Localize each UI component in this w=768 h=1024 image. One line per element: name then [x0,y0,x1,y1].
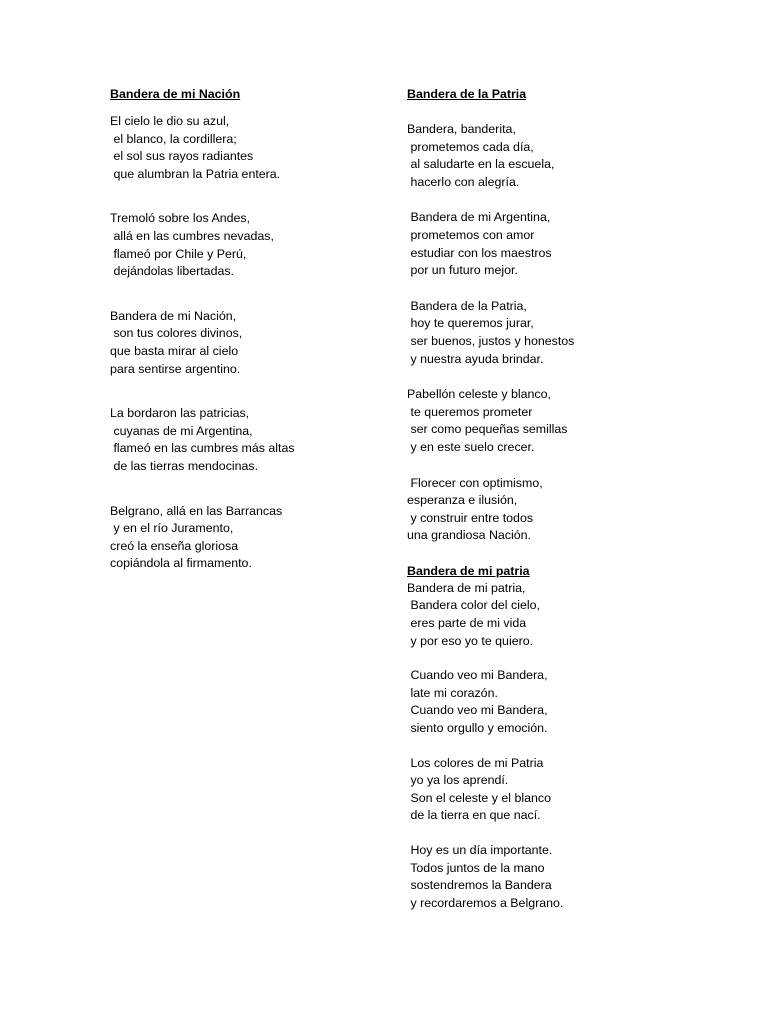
poem-line: y por eso yo te quiero. [407,633,534,648]
poem-line: prometemos cada día, [407,139,534,154]
poem-line: creó la enseña gloriosa [110,538,239,553]
poem-line: yo ya los aprendí. [407,773,509,788]
poem-line: esperanza e ilusión, [407,493,518,508]
poem-line: prometemos con amor [407,227,535,242]
poem-line: Son el celeste y el blanco [407,790,551,805]
poem-line: Bandera de mi patria, [407,580,526,595]
poem-line: el blanco, la cordillera; [110,131,237,146]
stanza [110,503,390,573]
poem-line: dejándolas libertadas. [110,264,234,279]
poem-line: Belgrano, allá en las Barrancas [110,503,283,518]
poem-line: eres parte de mi vida [407,616,527,631]
stanza [407,667,707,737]
poem-line: y recordaremos a Belgrano. [407,895,564,910]
poem-line: Hoy es un día importante. [407,843,553,857]
stanza [407,209,707,279]
poem-line: son tus colores divinos, [110,326,243,341]
poem-line: Florecer con optimismo, [407,475,543,490]
stanza [407,755,707,825]
poem-line: estudiar con los maestros [407,245,552,260]
poem-line: Cuando veo mi Bandera, [407,703,548,718]
poem-line: ser buenos, justos y honestos [407,333,575,348]
poem-line: El cielo le dio su azul, [110,114,230,128]
poem-line: Bandera de mi Nación, [110,308,237,323]
poem-line: por un futuro mejor. [407,263,518,278]
poem-line: siento orgullo y emoción. [407,721,548,736]
poem-line: al saludarte en la escuela, [407,157,555,172]
stanza [407,842,707,912]
poem-line: Todos juntos de la mano [407,860,545,875]
poem-line: Bandera de la Patria, [407,298,527,313]
stanza [110,113,390,183]
poem-line: el sol sus rayos radiantes [110,149,254,164]
stanza [110,308,390,378]
poem-line: Tremoló sobre los Andes, [110,211,251,226]
poem-body-bandera-de-mi-patria [407,580,707,913]
poem-line: Pabellón celeste y blanco, [407,387,551,402]
poem-line: hacerlo con alegría. [407,174,520,189]
poem-line: y construir entre todos [407,510,534,525]
left-column [110,86,390,573]
stanza [407,298,707,368]
stanza [407,580,707,650]
poem-body-bandera-de-la-patria [407,121,707,545]
stanza [407,386,707,456]
poem-line: copiándola al firmamento. [110,556,252,571]
poem-line: cuyanas de mi Argentina, [110,423,253,438]
poem-line: te queremos prometer [407,404,533,419]
poem-body-bandera-de-mi-nacion [110,113,390,573]
poem-line: que alumbran la Patria entera. [110,166,281,181]
right-column [407,86,707,912]
poem-title-bandera-de-la-patria: Bandera de la Patria [407,87,527,101]
poem-line: Los colores de mi Patria [407,755,544,770]
poem-line: flameó por Chile y Perú, [110,246,247,261]
poem-line: Bandera de mi Argentina, [407,210,551,225]
poem-title-bandera-de-mi-patria: Bandera de mi patria [407,563,530,578]
poem-line: Bandera, banderita, [407,122,516,136]
poem-line: Bandera color del cielo, [407,598,540,613]
poem-line: que basta mirar al cielo [110,343,239,358]
poem-line: y en este suelo crecer. [407,439,535,454]
stanza [110,405,390,475]
poem-line: ser como pequeñas semillas [407,422,568,437]
stanza [407,475,707,545]
poem-line: La bordaron las patricias, [110,406,250,421]
poem-line: de las tierras mendocinas. [110,458,259,473]
poem-line: flameó en las cumbres más altas [110,441,295,456]
poem-line: allá en las cumbres nevadas, [110,228,274,243]
poem-line: sostendremos la Bandera [407,878,552,893]
poem-line: y nuestra ayuda brindar. [407,351,544,366]
poem-line: hoy te queremos jurar, [407,316,534,331]
poem-line: para sentirse argentino. [110,361,241,376]
poem-line: Cuando veo mi Bandera, [407,668,548,683]
poem-line: late mi corazón. [407,685,498,700]
poem-title-bandera-de-mi-nacion: Bandera de mi Nación [110,87,241,101]
poem-line: una grandiosa Nación. [407,528,531,543]
stanza [407,121,707,191]
poem-line: de la tierra en que nací. [407,808,541,823]
stanza [110,210,390,280]
poem-line: y en el río Juramento, [110,521,234,536]
